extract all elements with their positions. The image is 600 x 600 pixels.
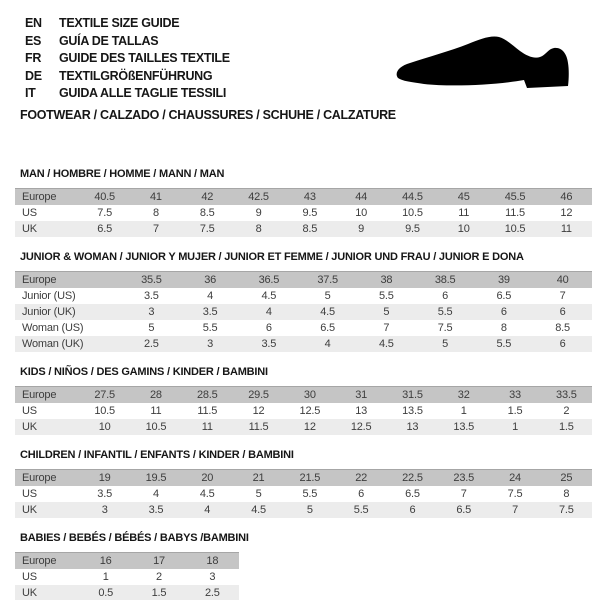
size-cell: 2.5	[186, 585, 239, 600]
size-cell: 1.5	[489, 403, 540, 419]
size-cell: 4.5	[182, 486, 233, 502]
size-cell: 6.5	[298, 320, 357, 336]
size-cell: 3	[186, 569, 239, 585]
row-label: Junior (US)	[15, 288, 122, 304]
size-cell: 11.5	[489, 205, 540, 221]
row-label: US	[15, 569, 79, 585]
size-cell: 25	[541, 470, 592, 487]
size-cell: 1	[489, 419, 540, 435]
section-heading: CHILDREN / INFANTIL / ENFANTS / KINDER / BAMBINI	[20, 449, 294, 461]
size-cell: 4.5	[357, 336, 416, 352]
language-row	[25, 68, 230, 86]
size-cell: 42	[182, 189, 233, 206]
size-cell: 7	[533, 288, 592, 304]
row-label: Europe	[15, 553, 79, 570]
size-cell: 36	[181, 272, 240, 289]
size-cell: 8	[541, 486, 592, 502]
language-code: FR	[25, 51, 42, 65]
size-cell: 6.5	[438, 502, 489, 518]
size-cell: 22.5	[387, 470, 438, 487]
size-cell: 8	[475, 320, 534, 336]
size-cell: 4	[181, 288, 240, 304]
language-code: DE	[25, 68, 42, 83]
size-cell: 24	[489, 470, 540, 487]
size-cell: 3	[181, 336, 240, 352]
size-table	[15, 386, 592, 435]
section-heading: KIDS / NIÑOS / DES GAMINS / KINDER / BAMBINI	[20, 366, 268, 378]
size-cell: 33	[489, 387, 540, 404]
size-cell: 38	[357, 272, 416, 289]
size-cell: 3.5	[181, 304, 240, 320]
size-cell: 5.5	[416, 304, 475, 320]
size-cell: 1	[438, 403, 489, 419]
language-code: IT	[25, 86, 36, 100]
category-line: FOOTWEAR / CALZADO / CHAUSSURES / SCHUHE / CALZATURE	[20, 108, 396, 122]
language-title: GUIDA ALLE TAGLIE TESSILI	[59, 86, 227, 100]
row-label: Europe	[15, 470, 79, 487]
size-cell: 6	[240, 320, 299, 336]
size-cell: 10	[335, 205, 386, 221]
table-row	[15, 419, 592, 435]
size-cell: 3.5	[130, 502, 181, 518]
row-label: Europe	[15, 387, 79, 404]
language-title: GUIDE DES TAILLES TEXTILE	[59, 51, 230, 65]
size-cell: 28	[130, 387, 181, 404]
section-heading: JUNIOR & WOMAN / JUNIOR Y MUJER / JUNIOR ET FEMME / JUNIOR UND FRAU / JUNIOR E DONA	[20, 251, 524, 263]
size-cell: 7.5	[541, 502, 592, 518]
table-header-row	[15, 553, 239, 570]
table-row	[15, 288, 592, 304]
size-cell: 20	[182, 470, 233, 487]
table-row	[15, 221, 592, 237]
size-cell: 5.5	[335, 502, 386, 518]
size-cell: 5	[357, 304, 416, 320]
language-row	[25, 33, 230, 51]
size-table-body	[15, 470, 592, 519]
row-label: UK	[15, 585, 79, 600]
size-section-kids	[15, 366, 592, 435]
size-cell: 16	[79, 553, 132, 570]
size-table-body	[15, 387, 592, 436]
size-cell: 0.5	[79, 585, 132, 600]
size-cell: 3.5	[122, 288, 181, 304]
size-cell: 41	[130, 189, 181, 206]
size-table	[15, 271, 592, 352]
size-cell: 40	[533, 272, 592, 289]
table-row	[15, 320, 592, 336]
size-cell: 43	[284, 189, 335, 206]
size-cell: 45	[438, 189, 489, 206]
language-row	[25, 15, 230, 33]
size-cell: 7.5	[182, 221, 233, 237]
row-label: Junior (UK)	[15, 304, 122, 320]
size-cell: 7	[357, 320, 416, 336]
size-cell: 4	[298, 336, 357, 352]
language-row	[25, 85, 230, 103]
size-cell: 3	[79, 502, 130, 518]
size-cell: 1.5	[541, 419, 592, 435]
size-cell: 6	[533, 304, 592, 320]
size-cell: 33.5	[541, 387, 592, 404]
size-cell: 6	[416, 288, 475, 304]
size-cell: 8	[233, 221, 284, 237]
size-cell: 5	[298, 288, 357, 304]
size-cell: 10.5	[489, 221, 540, 237]
size-cell: 19	[79, 470, 130, 487]
size-cell: 3.5	[240, 336, 299, 352]
size-cell: 10	[438, 221, 489, 237]
size-cell: 36.5	[240, 272, 299, 289]
size-cell: 9	[233, 205, 284, 221]
size-cell: 31	[335, 387, 386, 404]
size-cell: 12	[541, 205, 592, 221]
size-cell: 5	[122, 320, 181, 336]
size-cell: 21	[233, 470, 284, 487]
size-cell: 7.5	[416, 320, 475, 336]
size-cell: 10	[79, 419, 130, 435]
table-row	[15, 502, 592, 518]
size-cell: 29.5	[233, 387, 284, 404]
size-cell: 6	[335, 486, 386, 502]
size-cell: 1.5	[132, 585, 185, 600]
table-header-row	[15, 470, 592, 487]
table-header-row	[15, 272, 592, 289]
table-row	[15, 304, 592, 320]
section-heading: MAN / HOMBRE / HOMME / MANN / MAN	[20, 168, 225, 180]
size-cell: 18	[186, 553, 239, 570]
size-cell: 6.5	[79, 221, 130, 237]
size-cell: 13.5	[387, 403, 438, 419]
size-cell: 5	[284, 502, 335, 518]
size-cell: 44.5	[387, 189, 438, 206]
dress-shoe-icon	[393, 34, 575, 94]
row-label: UK	[15, 502, 79, 518]
size-cell: 30	[284, 387, 335, 404]
language-code: ES	[25, 33, 42, 48]
size-table	[15, 552, 239, 600]
size-section-junior-woman	[15, 251, 592, 352]
row-label: UK	[15, 419, 79, 435]
size-cell: 10.5	[387, 205, 438, 221]
language-title: GUÍA DE TALLAS	[59, 33, 159, 48]
size-cell: 1	[79, 569, 132, 585]
size-cell: 8	[130, 205, 181, 221]
size-table-body	[15, 553, 239, 600]
size-cell: 44	[335, 189, 386, 206]
size-cell: 13	[387, 419, 438, 435]
row-label: US	[15, 403, 79, 419]
size-cell: 13.5	[438, 419, 489, 435]
row-label: Woman (UK)	[15, 336, 122, 352]
size-cell: 23.5	[438, 470, 489, 487]
size-table	[15, 469, 592, 518]
size-cell: 3	[122, 304, 181, 320]
size-cell: 31.5	[387, 387, 438, 404]
size-cell: 7.5	[489, 486, 540, 502]
size-cell: 13	[335, 403, 386, 419]
size-cell: 7	[438, 486, 489, 502]
size-cell: 8.5	[182, 205, 233, 221]
size-cell: 9.5	[284, 205, 335, 221]
table-row	[15, 205, 592, 221]
size-cell: 11	[130, 403, 181, 419]
size-cell: 12	[233, 403, 284, 419]
size-cell: 4	[182, 502, 233, 518]
size-cell: 19.5	[130, 470, 181, 487]
size-cell: 32	[438, 387, 489, 404]
size-cell: 2.5	[122, 336, 181, 352]
size-cell: 37.5	[298, 272, 357, 289]
table-row	[15, 569, 239, 585]
table-row	[15, 403, 592, 419]
size-cell: 11.5	[182, 403, 233, 419]
size-cell: 11.5	[233, 419, 284, 435]
size-cell: 5.5	[284, 486, 335, 502]
size-cell: 45.5	[489, 189, 540, 206]
size-cell: 2	[541, 403, 592, 419]
table-header-row	[15, 387, 592, 404]
size-cell: 42.5	[233, 189, 284, 206]
size-cell: 10.5	[79, 403, 130, 419]
size-cell: 6.5	[387, 486, 438, 502]
size-cell: 5	[233, 486, 284, 502]
size-tables-container	[15, 168, 592, 600]
language-row	[25, 50, 230, 68]
size-cell: 46	[541, 189, 592, 206]
size-table-body	[15, 272, 592, 353]
size-cell: 6	[533, 336, 592, 352]
size-cell: 17	[132, 553, 185, 570]
size-cell: 9.5	[387, 221, 438, 237]
language-title: TEXTILE SIZE GUIDE	[59, 16, 180, 30]
size-cell: 11	[541, 221, 592, 237]
size-cell: 7	[489, 502, 540, 518]
size-cell: 5	[416, 336, 475, 352]
size-cell: 8.5	[284, 221, 335, 237]
size-cell: 4.5	[298, 304, 357, 320]
size-cell: 7	[130, 221, 181, 237]
size-cell: 28.5	[182, 387, 233, 404]
size-cell: 4.5	[233, 502, 284, 518]
section-heading: BABIES / BEBÉS / BÉBÉS / BABYS /BAMBINI	[20, 532, 249, 544]
size-cell: 11	[438, 205, 489, 221]
size-cell: 9	[335, 221, 386, 237]
size-cell: 35.5	[122, 272, 181, 289]
size-cell: 38.5	[416, 272, 475, 289]
size-cell: 5.5	[181, 320, 240, 336]
size-cell: 3.5	[79, 486, 130, 502]
language-title: TEXTILGRÖßENFÜHRUNG	[59, 68, 213, 83]
size-cell: 6.5	[475, 288, 534, 304]
size-section-man	[15, 168, 592, 237]
size-section-children	[15, 449, 592, 518]
table-row	[15, 486, 592, 502]
size-cell: 4.5	[240, 288, 299, 304]
size-cell: 4	[130, 486, 181, 502]
table-row	[15, 585, 239, 600]
size-cell: 5.5	[475, 336, 534, 352]
language-code: EN	[25, 16, 42, 30]
size-cell: 2	[132, 569, 185, 585]
size-cell: 12.5	[284, 403, 335, 419]
size-section-babies	[15, 532, 592, 600]
row-label: Europe	[15, 272, 122, 289]
size-cell: 12	[284, 419, 335, 435]
size-cell: 4	[240, 304, 299, 320]
language-title-list	[25, 15, 230, 103]
size-cell: 12.5	[335, 419, 386, 435]
row-label: UK	[15, 221, 79, 237]
size-cell: 6	[475, 304, 534, 320]
size-cell: 11	[182, 419, 233, 435]
row-label: US	[15, 205, 79, 221]
row-label: Woman (US)	[15, 320, 122, 336]
size-table	[15, 188, 592, 237]
size-cell: 7.5	[79, 205, 130, 221]
size-cell: 27.5	[79, 387, 130, 404]
size-cell: 39	[475, 272, 534, 289]
row-label: Europe	[15, 189, 79, 206]
size-cell: 21.5	[284, 470, 335, 487]
size-cell: 6	[387, 502, 438, 518]
size-cell: 10.5	[130, 419, 181, 435]
size-cell: 22	[335, 470, 386, 487]
size-cell: 40.5	[79, 189, 130, 206]
table-row	[15, 336, 592, 352]
row-label: US	[15, 486, 79, 502]
size-table-body	[15, 189, 592, 238]
size-cell: 5.5	[357, 288, 416, 304]
table-header-row	[15, 189, 592, 206]
size-cell: 8.5	[533, 320, 592, 336]
